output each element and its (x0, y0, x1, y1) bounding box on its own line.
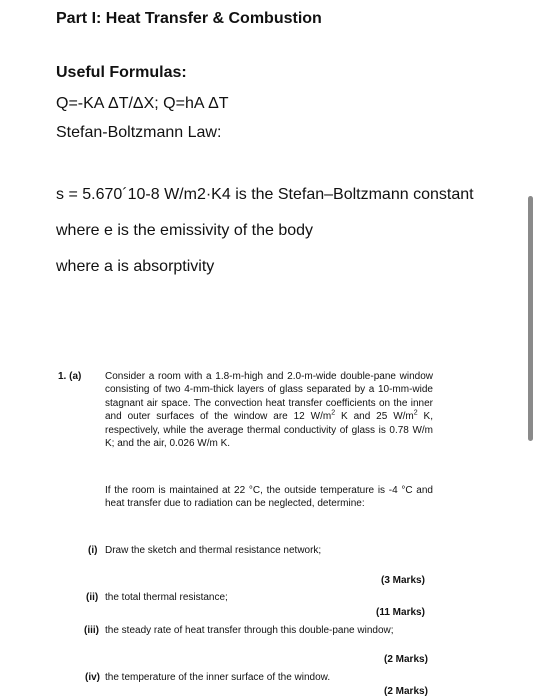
part-ii-text: the total thermal resistance; (105, 592, 228, 603)
part-i-label: (i) (88, 545, 98, 556)
part-iv-label: (iv) (85, 672, 100, 683)
emissivity-line: where e is the emissivity of the body (56, 222, 314, 239)
question-paragraph-1: Consider a room with a 1.8-m-high and 2.0-m-wide double-pane window consisting of two 4-mm-thick layers of glass separated by a 10-mm-wide stagnant air space. The convection heat transfer coefficients on the inner and outer surfaces of the window are 12 $W/m^2$ K and 25 $W/m^2$ K, respectively, while the average thermal conductivity of glass is 0.78 W/m K; and the air, 0.026 W/m K. (105, 371, 434, 450)
page-title: Part I: Heat Transfer & Combustion (56, 10, 322, 27)
part-iii-label: (iii) (84, 625, 99, 636)
part-iv-text: the temperature of the inner surface of the window. (105, 672, 331, 683)
question-number: 1. (a) (58, 371, 82, 382)
part-i-text: Draw the sketch and thermal resistance network; (105, 545, 322, 556)
part-ii-label: (ii) (86, 592, 99, 603)
part-ii-marks: (11 Marks) (376, 607, 425, 618)
part-iii-marks: (2 Marks) (384, 654, 428, 665)
scrollbar[interactable] (528, 196, 533, 441)
stefan-heading: Stefan-Boltzmann Law: (56, 124, 222, 141)
useful-formulas-heading: Useful Formulas: (56, 64, 187, 81)
question-paragraph-2: If the room is maintained at 22 °C, the outside temperature is -4 °C and heat transfer due to radiation can be neglected, determine: (105, 485, 433, 510)
part-iii-text: the steady rate of heat transfer through this double-pane window; (105, 625, 394, 636)
formula-line: Q=-KA ΔT/ΔX; Q=hA ΔT (56, 95, 229, 112)
part-i-marks: (3 Marks) (381, 575, 425, 586)
part-iv-marks: (2 Marks) (384, 686, 428, 697)
stefan-constant-line: s = 5.670´10-8 W/m2·K4 is the Stefan–Boltzmann constant (56, 186, 474, 203)
absorptivity-line: where a is absorptivity (56, 258, 215, 275)
